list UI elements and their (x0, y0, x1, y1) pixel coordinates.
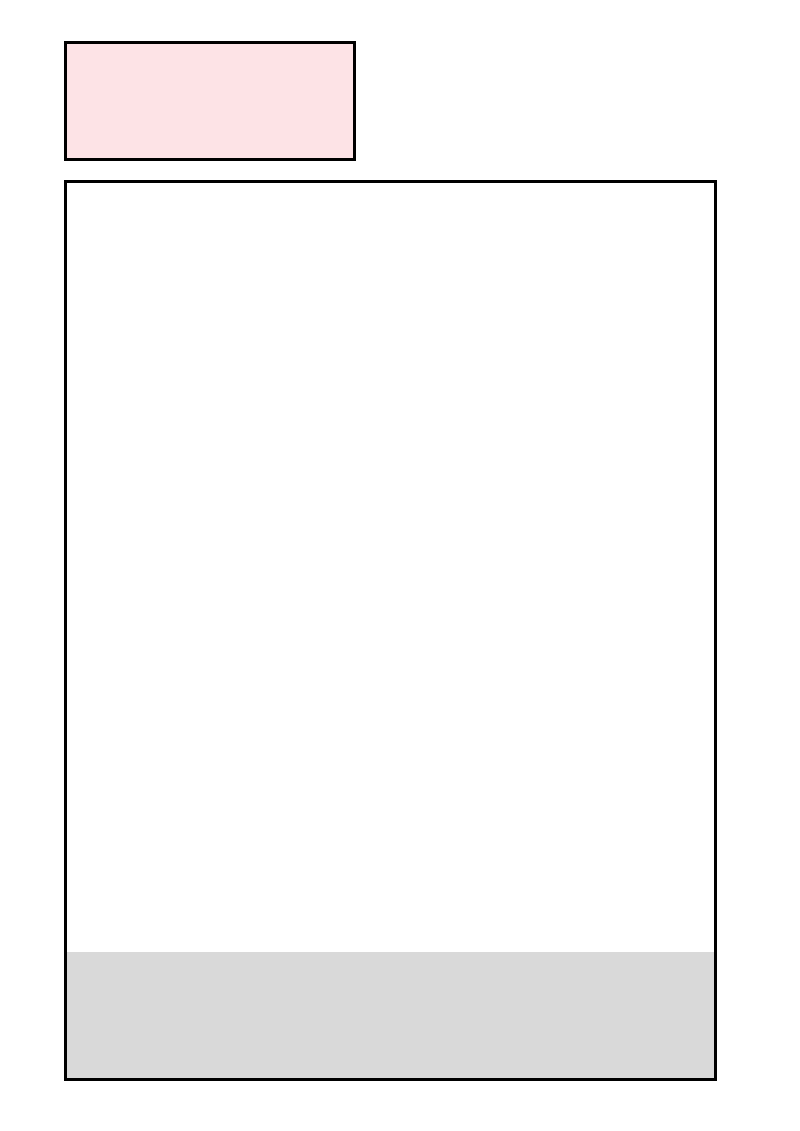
calendar-grid (64, 180, 717, 1081)
notes-footer (67, 952, 714, 1078)
title-line-1 (67, 56, 353, 89)
title-box (64, 41, 356, 161)
weekday-header-row (67, 183, 714, 215)
